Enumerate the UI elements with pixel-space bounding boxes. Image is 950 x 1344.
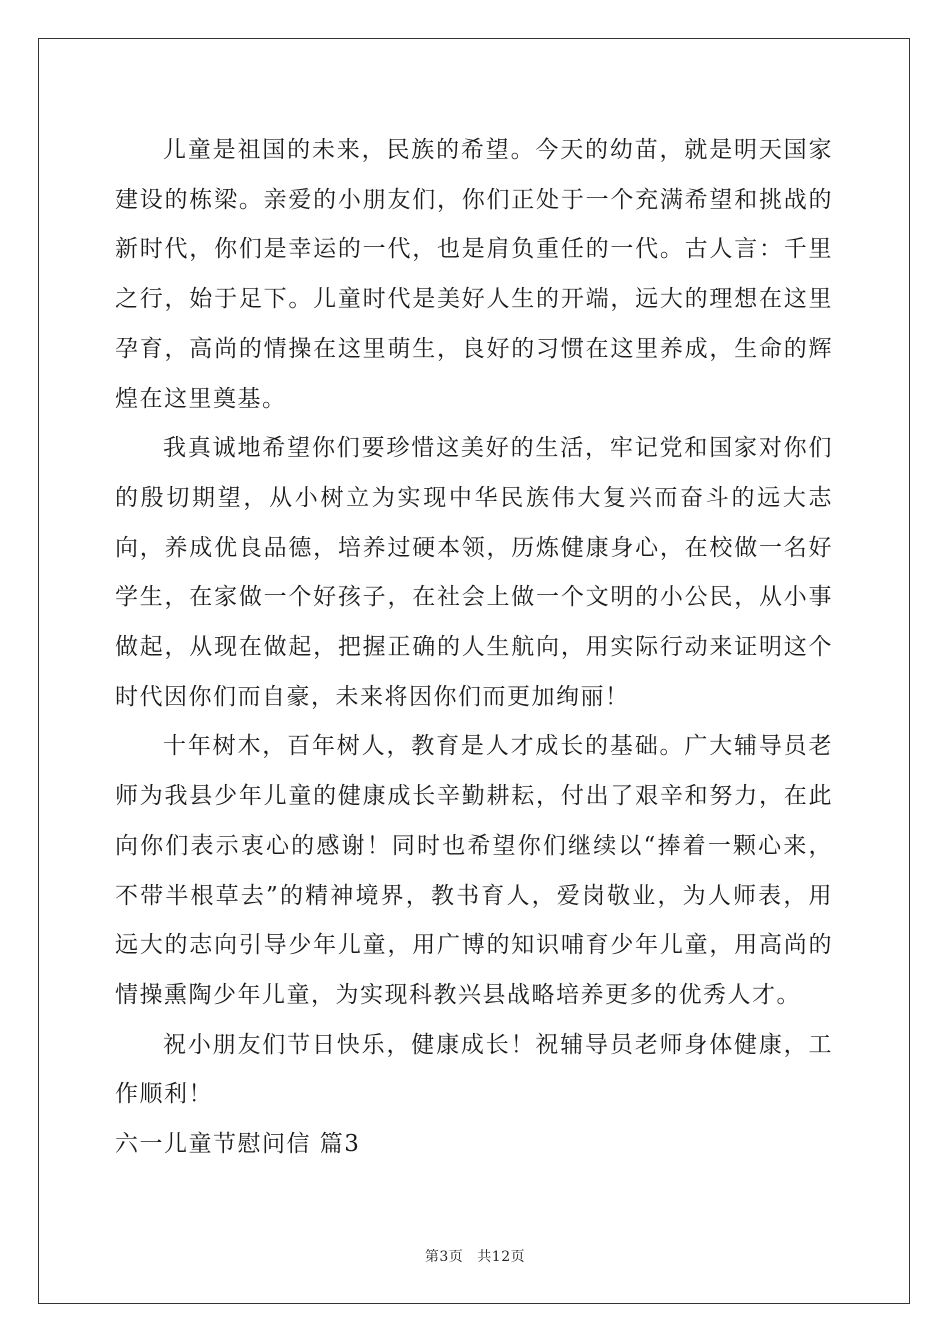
paragraph-4: 祝小朋友们节日快乐，健康成长！祝辅导员老师身体健康，工作顺利！ <box>115 1031 833 1108</box>
page-number: 第3页 <box>424 1249 464 1265</box>
document-body <box>115 126 833 1170</box>
paragraph-3: 十年树木，百年树人，教育是人才成长的基础。广大辅导员老师为我县少年儿童的健康成长辛勤耕耘，付出了艰辛和努力，在此向你们表示衷心的感谢！同时也希望你们继续以“捧着一颗心来，不带半根草去”的精神境界，教书育人，爱岗敬业，为人师表，用远大的志向引导少年儿童，用广博的知识哺育少年儿童，用高尚的情操熏陶少年儿童，为实现科教兴县战略培养更多的优秀人才。 <box>115 733 833 1008</box>
paragraph-2: 我真诚地希望你们要珍惜这美好的生活，牢记党和国家对你们的殷切期望，从小树立为实现中华民族伟大复兴而奋斗的远大志向，养成优良品德，培养过硬本领，历炼健康身心，在校做一名好学生，在家做一个好孩子，在社会上做一个文明的小公民，从小事做起，从现在做起，把握正确的人生航向，用实际行动来证明这个时代因你们而自豪，未来将因你们而更加绚丽！ <box>115 435 833 710</box>
section-heading: 六一儿童节慰问信 篇3 <box>115 1131 361 1158</box>
paragraph-1: 儿童是祖国的未来，民族的希望。今天的幼苗，就是明天国家建设的栋梁。亲爱的小朋友们，你们正处于一个充满希望和挑战的新时代，你们是幸运的一代，也是肩负重任的一代。古人言：千里之行，始于足下。儿童时代是美好人生的开端，远大的理想在这里孕育，高尚的情操在这里萌生，良好的习惯在这里养成，生命的辉煌在这里奠基。 <box>115 137 833 412</box>
page-footer <box>0 1246 950 1266</box>
page-total: 共12页 <box>477 1249 526 1265</box>
